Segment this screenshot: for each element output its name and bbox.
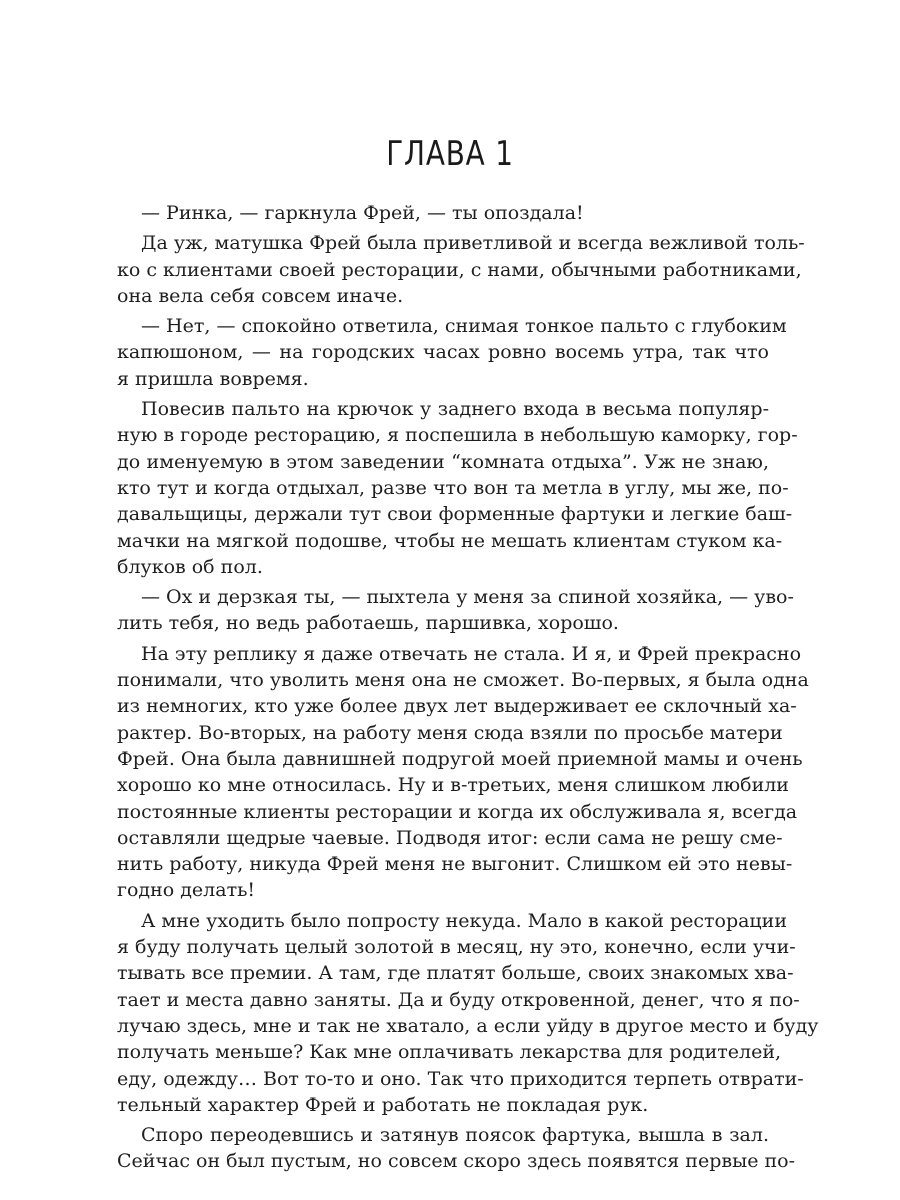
text-line: я буду получать целый золотой в месяц, ну это, конечно, если учи- [117,936,796,959]
text-line: рактер. Во-вторых, на работу меня сюда взяли по просьбе матери [117,721,783,744]
paragraph [117,230,805,309]
text-line: кто тут и когда отдыхал, разве что вон та метла в углу, мы же, по- [117,476,789,499]
text-line: нить работу, никуда Фрей меня не выгонит. Слишком ей это невы- [117,853,793,876]
text-line: давальщицы, держали тут свои форменные фартуки и легкие баш- [117,503,793,526]
text-line: до именуемую в этом заведении “комната отдыха”. Уж не знаю, [117,450,769,473]
text-line: из немногих, кто уже более двух лет выдерживает ее склочный ха- [117,695,797,718]
text-line: — Ох и дерзкая ты, — пыхтела у меня за спиной хозяйка, — уво- [141,586,794,609]
text-line: тельный характер Фрей и работать не покладая рук. [117,1093,649,1116]
text-line: Да уж, матушка Фрей была приветливой и всегда вежливой толь- [141,232,805,255]
paragraph [117,641,809,904]
text-line: ную в городе ресторацию, я поспешила в небольшую каморку, гор- [117,424,798,447]
text-line: еду, одежду… Вот то-то и оно. Так что приходится терпеть отврати- [117,1067,804,1090]
paragraph [117,908,819,1118]
paragraph [117,313,787,392]
text-line: Повесив пальто на крючок у заднего входа в весьма популяр- [141,398,769,421]
text-line: постоянные клиенты ресторации и когда их обслуживала я, всегда [117,800,798,823]
paragraph [117,200,769,226]
text-line: она вела себя совсем иначе. [117,284,404,307]
text-line: оставляли щедрые чаевые. Подводя итог: если сама не решу сме- [117,826,783,849]
text-line: блуков об пол. [117,555,263,578]
text-line: годно делать! [117,879,256,902]
text-line: Фрей. Она была давнишней подругой моей приемной мамы и очень [117,747,803,770]
text-line: тает и места давно заняты. Да и буду откровенной, денег, что я по- [117,988,800,1011]
text-line: лучаю здесь, мне и так не хватало, а если уйду в другое место и буду [117,1014,819,1037]
text-line: хорошо ко мне относилась. Ну и в-третьих, меня слишком любили [117,774,789,797]
text-line: — Нет, — спокойно ответила, снимая тонкое пальто с глубоким [141,315,787,338]
paragraph [117,396,798,580]
text-line: мачки на мягкой подошве, чтобы не мешать клиентам стуком ка- [117,529,783,552]
text-line: тывать все премии. А там, где платят больше, своих знакомых хва- [117,962,794,985]
text-line: На эту реплику я даже отвечать не стала. И я, и Фрей прекрасно [141,642,802,665]
text-line: я пришла вовремя. [117,367,309,390]
text-line: Споро переодевшись и затянув поясок фартука, вышла в зал. [141,1124,769,1147]
chapter-title: ГЛАВА 1 [386,134,514,174]
paragraph [117,1122,795,1175]
text-line: капюшоном, — на городских часах ровно восемь утра, так что [117,341,769,364]
text-line: ко с клиентами своей ресторации, с нами, обычными работниками, [117,258,802,281]
text-line: А мне уходить было попросту некуда. Мало в какой ресторации [141,909,787,932]
text-line: — Ринка, — гаркнула Фрей, — ты опоздала! [141,202,584,224]
chapter-text [117,200,819,1175]
text-line: получать меньше? Как мне оплачивать лекарства для родителей, [117,1041,782,1064]
text-line: Сейчас он был пустым, но совсем скоро здесь появятся первые по- [117,1150,795,1173]
paragraph [117,584,794,637]
text-line: понимали, что уволить меня она не сможет. Во-первых, я была одна [117,669,809,692]
text-line: лить тебя, но ведь работаешь, паршивка, хорошо. [117,612,619,635]
